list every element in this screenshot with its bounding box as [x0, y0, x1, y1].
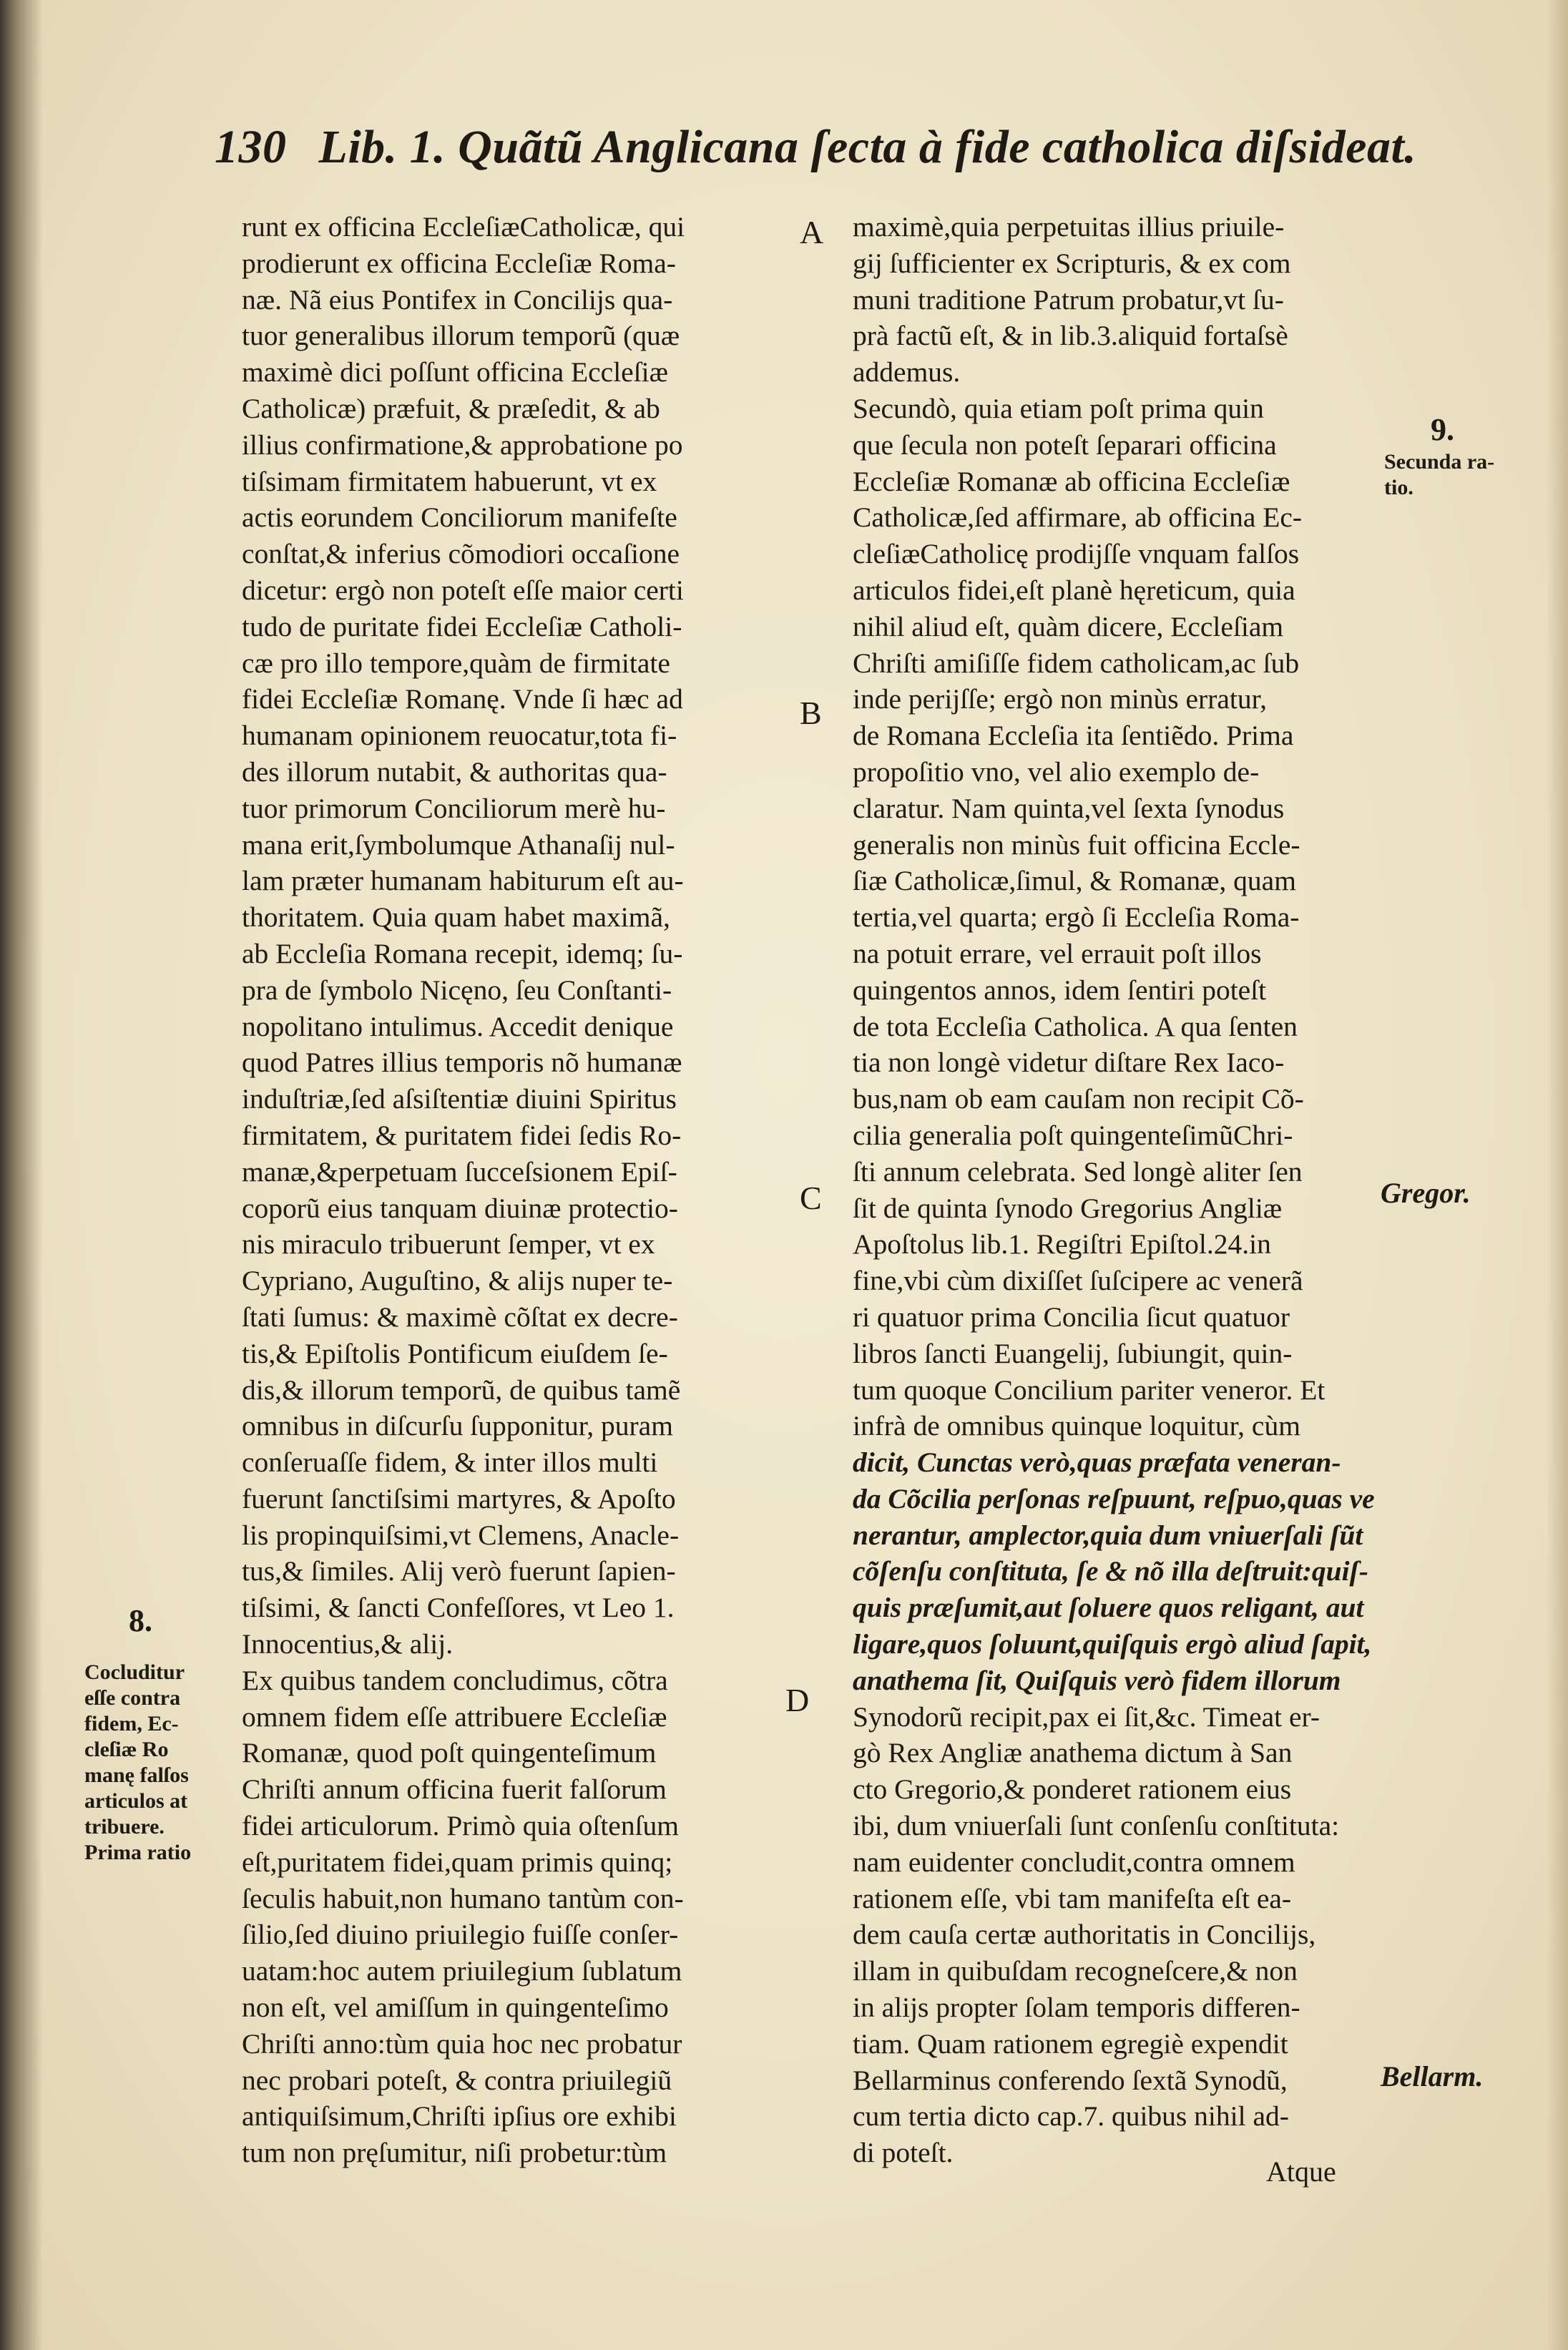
text-line: actis eorundem Conciliorum manifeſte [242, 501, 677, 534]
text-line: illam in quibuſdam recogneſcere,& non [853, 1955, 1298, 1987]
running-title: Lib. 1. Quãtũ Anglicana ſecta à fide catholica diſsideat. [318, 121, 1417, 173]
text-line: quod Patres illius temporis nõ humanæ [242, 1047, 682, 1079]
text-line: tiam. Quam rationem egregiè expendit [853, 2027, 1288, 2060]
note-line: Cocluditur [84, 1660, 185, 1684]
text-line: Chriſti anno:tùm quia hoc nec probatur [242, 2027, 682, 2060]
text-line: tum non pręſumitur, niſi probetur:tùm [242, 2137, 667, 2169]
text-line: Innocentius,& alij. [242, 1628, 454, 1660]
text-line: bus,nam ob eam cauſam non recipit Cõ- [853, 1083, 1304, 1115]
text-line: dis,& illorum temporũ, de quibus tamẽ [242, 1374, 681, 1406]
text-line: de Romana Eccleſia ita ſentiẽdo. Prima [853, 720, 1294, 752]
text-line: que ſecula non poteſt ſeparari officina [853, 429, 1277, 461]
text-line: tertia,vel quarta; ergò ſi Eccleſia Roma- [853, 901, 1300, 934]
text-line: Bellarminus conferendo ſextã Synodũ, [853, 2064, 1288, 2096]
text-line: humanam opinionem reuocatur,tota fi- [242, 720, 677, 752]
left-margin-note [84, 1660, 191, 1866]
text-line: dem cauſa certæ authoritatis in Concilijs, [853, 1919, 1316, 1951]
note-line: fidem, Ec- [84, 1712, 179, 1735]
text-line: induſtriæ,ſed aſsiſtentiæ diuini Spiritus [242, 1083, 677, 1115]
text-line: cõſenſu conſtituta, ſe & nõ illa deſtruit:quiſ- [853, 1555, 1368, 1587]
text-line: lam præter humanam habiturum eſt au- [242, 865, 684, 897]
right-margin-note-bellarm [1381, 2060, 1484, 2092]
text-line: addemus. [853, 356, 961, 388]
text-line: ſilio,ſed diuino priuilegio fuiſſe conſer- [242, 1919, 679, 1951]
text-line: propoſitio vno, vel alio exemplo de- [853, 755, 1260, 788]
text-line: rationem eſſe, vbi tam manifeſta eſt ea- [853, 1882, 1292, 1914]
note-line: Prima ratio [84, 1841, 192, 1864]
text-line: gij ſufficienter ex Scripturis, & ex com [853, 247, 1291, 279]
text-line: prà factũ eſt, & in lib.3.aliquid fortaſsè [853, 320, 1288, 352]
text-line: fine,vbi cùm dixiſſet ſuſcipere ac venerã [853, 1265, 1303, 1297]
catchword: Atque [1266, 2155, 1336, 2188]
text-line: fidei Eccleſiæ Romanę. Vnde ſi hæc ad [242, 683, 683, 715]
text-line: dicit, Cunctas verò,quas præfata veneran- [853, 1446, 1341, 1479]
text-line: tudo de puritate fidei Eccleſiæ Catholi- [242, 610, 682, 642]
margin-letter-d: D [785, 1682, 810, 1718]
text-line: ri quatuor prima Concilia ſicut quatuor [853, 1301, 1290, 1333]
page-number: 130 [215, 121, 287, 173]
text-line: Cypriano, Auguſtino, & alijs nuper te- [242, 1265, 673, 1297]
text-line: coporũ eius tanquam diuinæ protectio- [242, 1192, 678, 1224]
text-line: uatam:hoc autem priuilegium ſublatum [242, 1955, 682, 1987]
text-line: de tota Eccleſia Catholica. A qua ſenten [853, 1010, 1298, 1042]
text-line: prodierunt ex officina Eccleſiæ Roma- [242, 247, 676, 279]
text-line: ſti annum celebrata. Sed longè aliter ſen [853, 1155, 1303, 1188]
text-line: tiſsimam firmitatem habuerunt, vt ex [242, 465, 657, 497]
text-line: ibi, dum vniuerſali ſunt conſenſu conſtituta: [853, 1810, 1340, 1842]
text-line: Apoſtolus lib.1. Regiſtri Epiſtol.24.in [853, 1228, 1271, 1260]
text-line: ab Eccleſia Romana recepit, idemq; ſu- [242, 937, 683, 969]
note-line: tio. [1384, 476, 1413, 499]
text-line: conſeruaſſe fidem, & inter illos multi [242, 1446, 658, 1479]
text-line: anathema ſit, Quiſquis verò fidem illorum [853, 1664, 1341, 1696]
text-line: nerantur, amplector,quia dum vniuerſali ſũt [853, 1519, 1363, 1551]
text-line: fidei articulorum. Primò quia oſtenſum [242, 1810, 680, 1842]
running-header [215, 120, 1431, 185]
page-edge [1547, 0, 1568, 2350]
text-line: lis propinquiſsimi,vt Clemens, Anacle- [242, 1519, 680, 1551]
text-line: næ. Nã eius Pontifex in Concilijs qua- [242, 283, 673, 315]
text-line: quingentos annos, idem ſentiri poteſt [853, 974, 1267, 1006]
note-line: tribuere. [84, 1815, 165, 1839]
text-line: conſtat,& inferius cõmodiori occaſione [242, 538, 680, 570]
text-line: runt ex officina EccleſiæCatholicæ, qui [242, 211, 685, 243]
text-line: cum tertia dicto cap.7. quibus nihil ad- [853, 2100, 1289, 2133]
text-line: Ex quibus tandem concludimus, cõtra [242, 1664, 668, 1696]
text-line: ſit de quinta ſynodo Gregorius Angliæ [853, 1192, 1283, 1224]
note-line: eſſe contra [84, 1686, 181, 1710]
text-line: firmitatem, & puritatem fidei ſedis Ro- [242, 1119, 682, 1151]
text-line: ſeculis habuit,non humano tantùm con- [242, 1882, 684, 1914]
text-line: des illorum nutabit, & authoritas qua- [242, 755, 667, 788]
text-line: Secundò, quia etiam poſt prima quin [853, 392, 1264, 424]
text-line: Catholicæ) præfuit, & præſedit, & ab [242, 392, 660, 424]
text-line: eſt,puritatem fidei,quam primis quinq; [242, 1846, 673, 1878]
text-line: na potuit errare, vel errauit poſt illos [853, 937, 1262, 969]
text-line: illius confirmatione,& approbatione po [242, 429, 683, 461]
note-line: cleſiæ Ro [84, 1738, 169, 1761]
text-line: Chriſti annum officina fuerit falſorum [242, 1773, 667, 1806]
text-line: nam euidenter concludit,contra omnem [853, 1846, 1295, 1878]
text-line: di poteſt. [853, 2137, 954, 2169]
left-text-column [242, 209, 778, 2171]
text-line: nihil aliud eſt, quàm dicere, Eccleſiam [853, 610, 1284, 642]
text-line: Catholicæ,ſed affirmare, ab officina Ec- [853, 501, 1303, 534]
note-line: Bellarm. [1381, 2060, 1484, 2092]
text-line: da Cõcilia perſonas reſpuunt, reſpuo,quas ve [853, 1482, 1375, 1514]
text-line: Synodorũ recipit,pax ei ſit,&c. Timeat er- [853, 1700, 1320, 1733]
text-line: mana erit,ſymbolumque Athanaſij nul- [242, 828, 675, 861]
text-line: maximè,quia perpetuitas illius priuile- [853, 211, 1285, 243]
text-line: tuor generalibus illorum temporũ (quæ [242, 320, 680, 352]
text-line: muni traditione Patrum probatur,vt ſu- [853, 283, 1284, 315]
text-line: cleſiæCatholicę prodijſſe vnquam falſos [853, 538, 1300, 570]
note-line: Gregor. [1381, 1177, 1471, 1209]
text-line: omnem fidem eſſe attribuere Eccleſiæ [242, 1700, 667, 1733]
right-margin-note-1 [1384, 449, 1494, 501]
text-line: in alijs propter ſolam temporis differen- [853, 1992, 1300, 2024]
gutter-shadow [0, 0, 43, 2350]
text-line: cilia generalia poſt quingenteſimũChri- [853, 1119, 1293, 1151]
text-line: maximè dici poſſunt officina Eccleſiæ [242, 356, 668, 388]
text-line: inde perijſſe; ergò non minùs erratur, [853, 683, 1268, 715]
text-line: tuor primorum Conciliorum merè hu- [242, 792, 666, 824]
text-line: tum quoque Concilium pariter veneror. Et [853, 1374, 1326, 1406]
text-line: nopolitano intulimus. Accedit denique [242, 1010, 674, 1042]
text-line: tis,& Epiſtolis Pontificum eiuſdem ſe- [242, 1337, 668, 1369]
text-line: libros ſancti Euangelij, ſubiungit, quin- [853, 1337, 1293, 1369]
text-line: cto Gregorio,& ponderet rationem eius [853, 1773, 1292, 1806]
text-line: infrà de omnibus quinque loquitur, cùm [853, 1410, 1300, 1442]
text-line: non eſt, vel amiſſum in quingenteſimo [242, 1992, 669, 2024]
note-line: Secunda ra- [1384, 450, 1495, 474]
text-line: omnibus in diſcurſu ſupponitur, puram [242, 1410, 673, 1442]
text-line: Romanæ, quod poſt quingenteſimum [242, 1737, 657, 1769]
right-text-column [853, 209, 1382, 2171]
text-line: tus,& ſimiles. Alij verò fuerunt ſapien- [242, 1555, 676, 1587]
left-note-number: 8. [129, 1603, 152, 1638]
margin-letter-b: B [800, 695, 822, 731]
text-line: cæ pro illo tempore,quàm de firmitate [242, 647, 670, 679]
right-note-number: 9. [1431, 412, 1454, 447]
text-line: nis miraculo tribuerunt ſemper, vt ex [242, 1228, 655, 1260]
text-line: nec probari poteſt, & contra priuilegiũ [242, 2064, 672, 2096]
note-line: manę falſos [84, 1763, 189, 1787]
note-line: articulos at [84, 1789, 188, 1813]
text-line: articulos fidei,eſt planè hęreticum, quia [853, 574, 1295, 606]
text-line: ſiæ Catholicæ,ſimul, & Romanæ, quam [853, 865, 1296, 897]
margin-letter-a: A [800, 214, 824, 250]
text-line: generalis non minùs fuit officina Eccle- [853, 828, 1300, 861]
text-line: tia non longè videtur diſtare Rex Iaco- [853, 1047, 1285, 1079]
text-line: tiſsimi, & ſancti Confeſſores, vt Leo 1. [242, 1592, 675, 1624]
text-line: pra de ſymbolo Nicęno, ſeu Conſtanti- [242, 974, 672, 1006]
text-line: claratur. Nam quinta,vel ſexta ſynodus [853, 792, 1285, 824]
text-line: fuerunt ſanctiſsimi martyres, & Apoſto [242, 1482, 676, 1514]
margin-letter-c: C [800, 1180, 822, 1216]
text-line: manæ,&perpetuam ſucceſsionem Epiſ- [242, 1155, 677, 1188]
text-line: gò Rex Angliæ anathema dictum à San [853, 1737, 1293, 1769]
text-line: ſtati ſumus: & maximè cõſtat ex decre- [242, 1301, 678, 1333]
right-margin-note-gregor [1381, 1177, 1471, 1209]
text-line: dicetur: ergò non poteſt eſſe maior certi [242, 574, 684, 606]
text-line: quis præſumit,aut ſoluere quos religant, aut [853, 1592, 1364, 1624]
text-line: Chriſti amiſiſſe fidem catholicam,ac ſub [853, 647, 1300, 679]
text-line: Eccleſiæ Romanæ ab officina Eccleſiæ [853, 465, 1290, 497]
text-line: ligare,quos ſoluunt,quiſquis ergò aliud ſapit, [853, 1628, 1372, 1660]
text-line: antiquiſsimum,Chriſti ipſius ore exhibi [242, 2100, 677, 2133]
text-line: thoritatem. Quia quam habet maximã, [242, 901, 670, 934]
